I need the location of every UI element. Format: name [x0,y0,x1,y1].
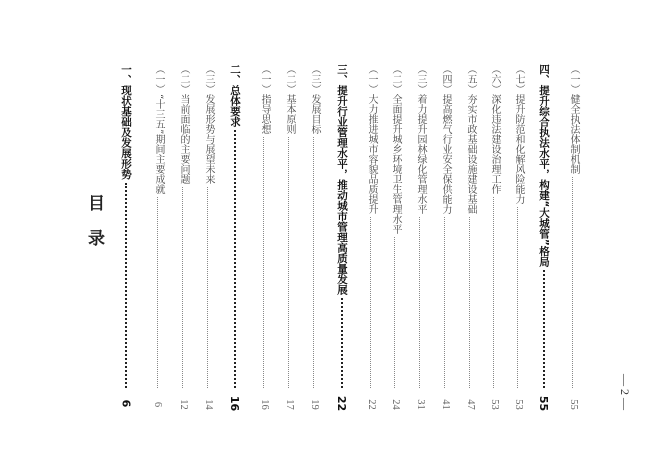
toc-entry[interactable] [227,64,243,410]
toc-dot-leader [288,137,289,388]
toc-entry-number: 二、 [229,64,241,85]
toc-entry[interactable] [486,64,502,410]
toc-dot-leader [572,177,573,388]
toc-title: 目 录 [84,194,104,252]
toc-entry-title: 提升综合执法水平，构建“大城管”格局 [538,85,550,267]
toc-entry-label [437,64,453,214]
toc-entry-label [306,64,322,134]
toc-entry-label [334,64,350,295]
toc-dot-leader [182,187,183,388]
toc-entry-label [363,64,379,214]
toc-dot-leader [419,217,420,388]
toc-entry[interactable] [510,64,526,410]
toc-dot-leader [263,137,264,388]
toc-entry-label [510,64,526,204]
toc-entry[interactable] [118,64,134,410]
toc-entry-page: 53 [512,399,524,410]
toc-entry-label [462,64,478,214]
toc-dot-leader [517,207,518,388]
toc-entry-title: 深化违法建设治理工作 [489,94,500,194]
toc-entry-title: 提升防范和化解风险能力 [513,94,524,204]
toc-entry-label [387,64,403,234]
toc-entry[interactable] [412,64,428,410]
page-number: — 2 — [618,374,632,410]
toc-entry-label [281,64,297,134]
toc-entry-page: 41 [439,399,451,410]
toc-entry-page: 17 [283,399,295,410]
toc-entry-title: 着力提升园林绿化管理水平 [415,94,426,214]
toc-entry-page: 16 [258,399,270,410]
toc-entry-number: （二） [178,64,189,94]
toc-entry-title: “十三五”期间主要成就 [153,94,164,195]
toc-entry-page: 31 [414,399,426,410]
toc-dot-leader [444,217,445,388]
toc-entry-title: 提升行业管理水平，推动城市管理高质量发展 [336,85,348,295]
toc-entry-title: 夯实市政基础设施建设基础 [465,94,476,214]
toc-dot-leader [341,298,343,388]
toc-entry-page: 6 [119,399,133,408]
toc-entry-label [256,64,272,134]
toc-entry-label [412,64,428,214]
toc-entry[interactable] [437,64,453,410]
toc-entry[interactable] [281,64,297,410]
toc-entry-title: 大力推进城市容貌品质提升 [366,94,377,214]
toc-dot-leader [370,217,371,388]
toc-dot-leader [125,183,127,388]
toc-entry-number: （一） [153,64,164,94]
toc-entry[interactable] [462,64,478,410]
toc-entry-label [200,64,216,184]
toc-entry[interactable] [565,64,581,410]
toc-dot-leader [543,270,545,388]
toc-entry-number: （七） [513,64,524,94]
toc-entry-page: 19 [308,399,320,410]
toc-entry-page: 6 [152,401,164,408]
toc-entry-number: （一） [568,64,579,94]
toc-entry-label [118,64,134,180]
toc-entry-label [565,64,581,174]
toc-entry-page: 14 [202,399,214,410]
toc-entry-title: 现状基础及发展形势 [120,85,132,180]
toc-dot-leader [157,197,158,388]
toc-entry[interactable] [175,64,191,410]
toc-entry-title: 发展形势与展望未来 [203,94,214,184]
toc-entry[interactable] [200,64,216,410]
toc-entry-title: 指导思想 [259,94,270,134]
toc-entry-page: 16 [228,395,242,412]
toc-entry-label [227,64,243,127]
toc-entry-page: 53 [488,399,500,410]
toc-entry-number: （一） [366,64,377,94]
toc-entry[interactable] [306,64,322,410]
toc-entry-number: （三） [309,64,320,94]
toc-entry-number: （二） [284,64,295,94]
toc-entry[interactable] [150,64,166,410]
toc-entry-title: 健全执法体制机制 [568,94,579,174]
toc-entry-number: （六） [489,64,500,94]
toc-entry-page: 55 [537,395,551,412]
toc-entry-number: （五） [465,64,476,94]
toc-entry-title: 基本原则 [284,94,295,134]
toc-entry-title: 发展目标 [309,94,320,134]
toc-entry-title: 全面提升城乡环境卫生管理水平 [390,94,401,234]
toc-entry-number: （四） [440,64,451,94]
toc-entry-label [175,64,191,184]
toc-entry-page: 12 [177,399,189,410]
toc-entry-number: （一） [259,64,270,94]
toc-entry-label [536,64,552,267]
toc-entry-number: 三、 [336,64,348,85]
toc-entry-title: 当前面临的主要问题 [178,94,189,184]
toc-entry-page: 55 [567,399,579,410]
toc-entry[interactable] [387,64,403,410]
toc-entry-number: 一、 [120,64,132,85]
toc-entry[interactable] [363,64,379,410]
toc-entry[interactable] [256,64,272,410]
toc-entry-title: 提高燃气行业安全保供能力 [440,94,451,214]
toc-dot-leader [493,197,494,388]
toc-entry-number: （三） [203,64,214,94]
toc-entry-number: （三） [415,64,426,94]
toc-entry-title: 总体要求 [229,85,241,127]
toc-dot-leader [469,217,470,388]
toc-entry-number: 四、 [538,64,550,85]
toc-entry-number: （二） [390,64,401,94]
toc-entry-page: 24 [389,399,401,410]
toc-dot-leader [313,137,314,388]
toc-dot-leader [394,237,395,388]
toc-entry-label [150,64,166,194]
toc-entry-label [486,64,502,194]
toc-dot-leader [234,130,236,388]
toc-entry-page: 22 [365,399,377,410]
toc-entry-page: 47 [464,399,476,410]
toc-entry-page: 22 [335,395,349,412]
toc-entry[interactable] [536,64,552,410]
toc-entry[interactable] [334,64,350,410]
toc-dot-leader [207,187,208,388]
